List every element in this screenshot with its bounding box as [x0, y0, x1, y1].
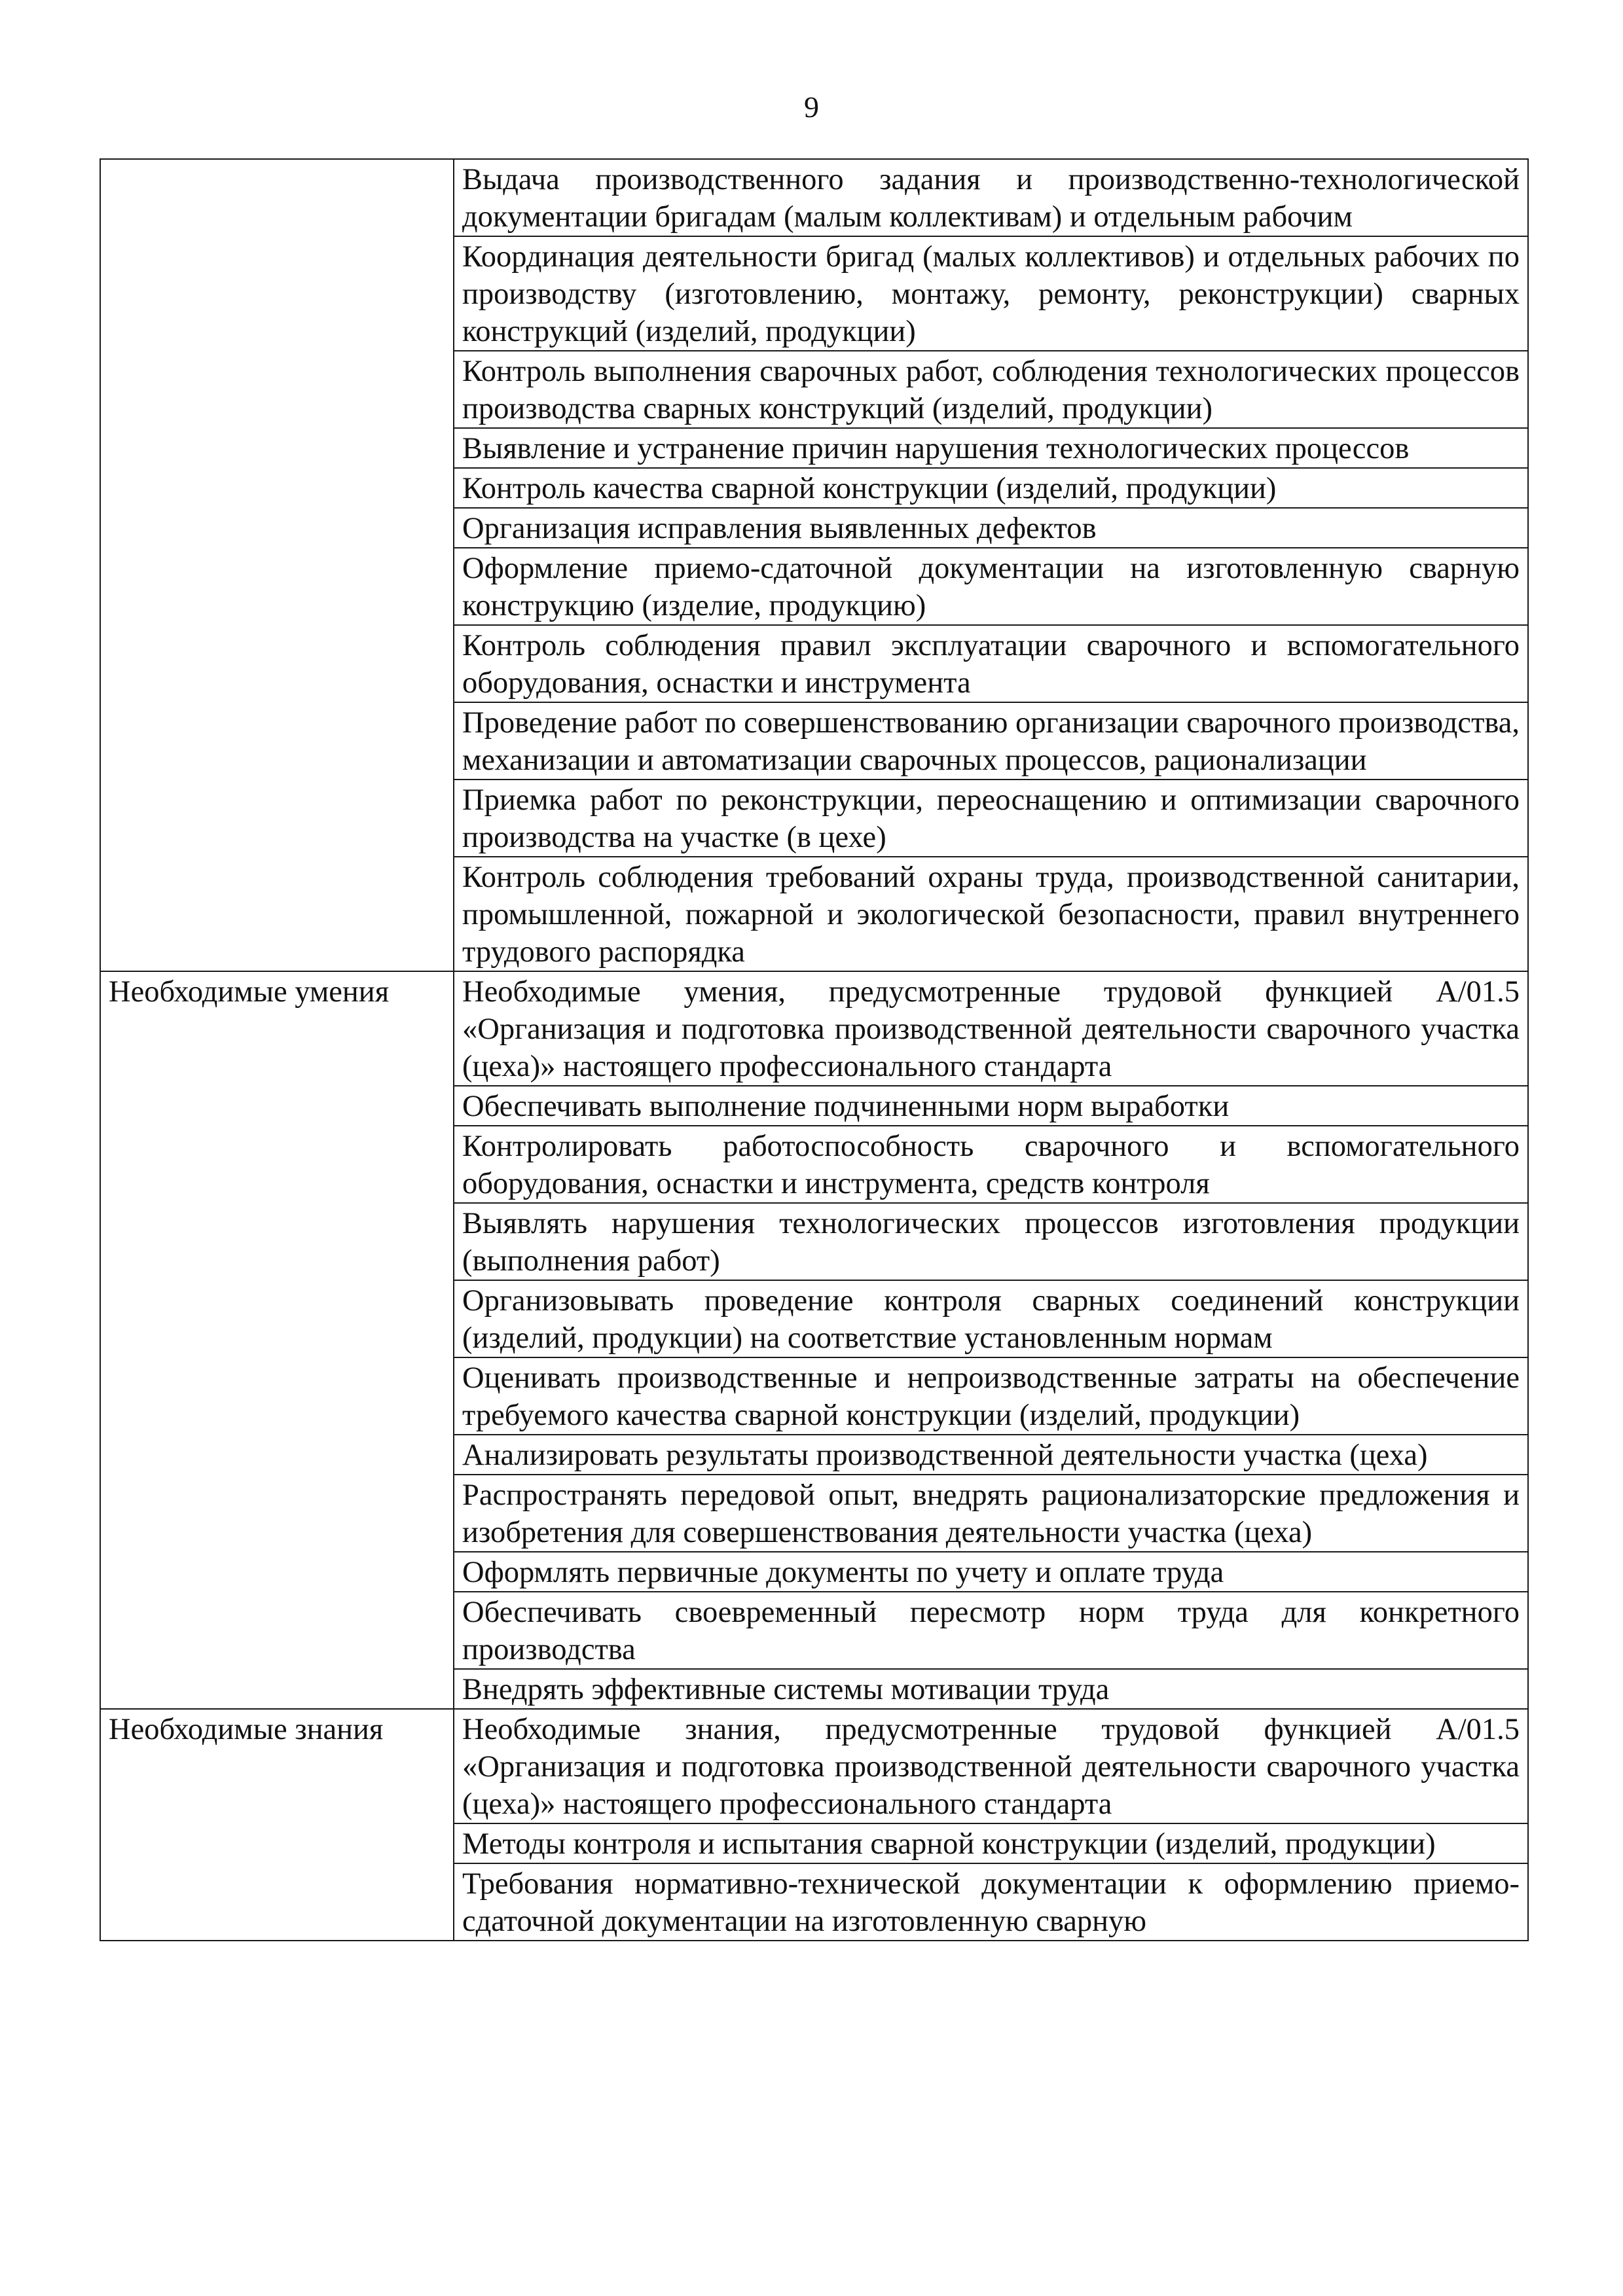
requirement-cell: Контроль соблюдения требований охраны труда, производственной санитарии, промышленной, пожарной и экологической безопасности, правил внутреннего трудового распорядка — [454, 857, 1528, 971]
requirement-cell: Распространять передовой опыт, внедрять рационализаторские предложения и изобретения для совершенствования деятельности участка (цеха) — [454, 1475, 1528, 1552]
requirement-cell: Анализировать результаты производственной деятельности участка (цеха) — [454, 1435, 1528, 1475]
requirement-cell: Координация деятельности бригад (малых коллективов) и отдельных рабочих по производству (изготовлению, монтажу, ремонту, реконструкции) сварных конструкций (изделий, продукции) — [454, 236, 1528, 351]
requirement-cell: Проведение работ по совершенствованию организации сварочного производства, механизации и автоматизации сварочных процессов, рационализации — [454, 702, 1528, 780]
requirement-cell: Методы контроля и испытания сварной конструкции (изделий, продукции) — [454, 1823, 1528, 1863]
requirement-cell: Обеспечивать своевременный пересмотр норм труда для конкретного производства — [454, 1592, 1528, 1669]
section-label-cell: Необходимые знания — [100, 1709, 454, 1941]
requirement-cell: Необходимые знания, предусмотренные трудовой функцией А/01.5 «Организация и подготовка производственной деятельности сварочного участка (цеха)» настоящего профессионального стандарта — [454, 1709, 1528, 1823]
requirement-cell: Оценивать производственные и непроизводственные затраты на обеспечение требуемого качества сварной конструкции (изделий, продукции) — [454, 1357, 1528, 1435]
requirement-cell: Выявлять нарушения технологических процессов изготовления продукции (выполнения работ) — [454, 1203, 1528, 1280]
requirement-cell: Организация исправления выявленных дефектов — [454, 508, 1528, 548]
requirement-cell: Контролировать работоспособность сварочного и вспомогательного оборудования, оснастки и инструмента, средств контроля — [454, 1126, 1528, 1203]
requirement-cell: Приемка работ по реконструкции, переоснащению и оптимизации сварочного производства на участке (в цехе) — [454, 780, 1528, 857]
requirement-cell: Обеспечивать выполнение подчиненными норм выработки — [454, 1086, 1528, 1126]
requirement-cell: Внедрять эффективные системы мотивации труда — [454, 1669, 1528, 1709]
page-number: 9 — [804, 90, 819, 124]
section-label-cell — [100, 159, 454, 971]
requirement-cell: Оформлять первичные документы по учету и оплате труда — [454, 1552, 1528, 1592]
requirement-cell: Выявление и устранение причин нарушения технологических процессов — [454, 428, 1528, 468]
table-row — [100, 159, 1528, 236]
labor-function-table — [100, 158, 1529, 1941]
requirement-cell: Контроль качества сварной конструкции (изделий, продукции) — [454, 468, 1528, 508]
requirement-cell: Контроль соблюдения правил эксплуатации сварочного и вспомогательного оборудования, оснастки и инструмента — [454, 625, 1528, 702]
section-label-cell: Необходимые умения — [100, 971, 454, 1709]
table-row — [100, 1709, 1528, 1823]
requirement-cell: Выдача производственного задания и производственно-технологической документации бригадам (малым коллективам) и отдельным рабочим — [454, 159, 1528, 236]
requirement-cell: Оформление приемо-сдаточной документации на изготовленную сварную конструкцию (изделие, продукцию) — [454, 548, 1528, 625]
requirement-cell: Требования нормативно-технической документации к оформлению приемо-сдаточной документации на изготовленную сварную — [454, 1863, 1528, 1941]
table-row — [100, 971, 1528, 1086]
requirement-cell: Необходимые умения, предусмотренные трудовой функцией А/01.5 «Организация и подготовка производственной деятельности сварочного участка (цеха)» настоящего профессионального стандарта — [454, 971, 1528, 1086]
requirement-cell: Контроль выполнения сварочных работ, соблюдения технологических процессов производства сварных конструкций (изделий, продукции) — [454, 351, 1528, 428]
requirement-cell: Организовывать проведение контроля сварных соединений конструкции (изделий, продукции) на соответствие установленным нормам — [454, 1280, 1528, 1357]
